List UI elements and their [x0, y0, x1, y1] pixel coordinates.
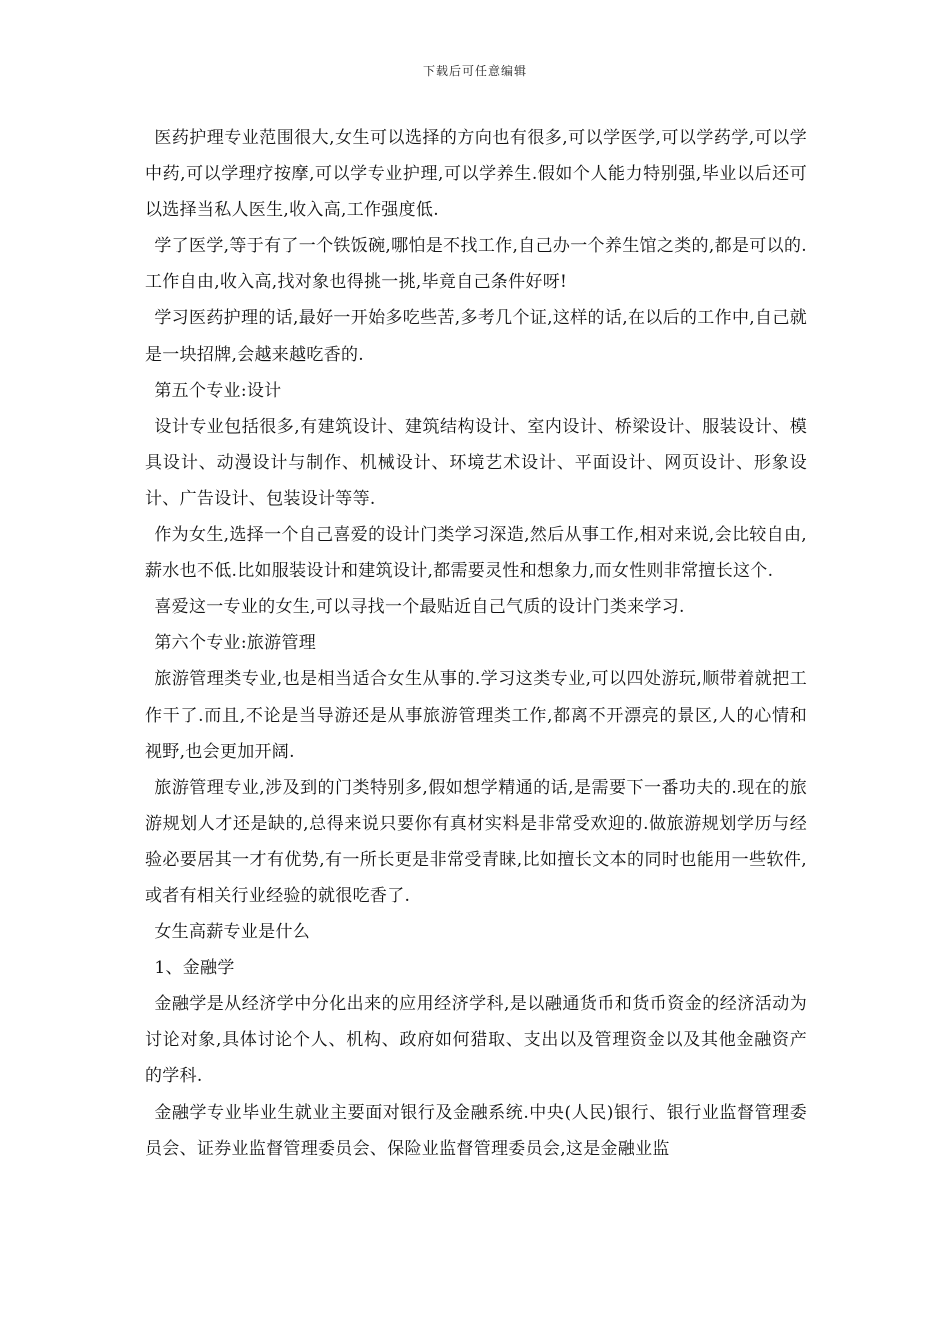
paragraph: 学了医学,等于有了一个铁饭碗,哪怕是不找工作,自己办一个养生馆之类的,都是可以的.工作自由,收入高,找对象也得挑一挑,毕竟自己条件好呀! [145, 236, 807, 293]
paragraph: 学习医药护理的话,最好一开始多吃些苦,多考几个证,这样的话,在以后的工作中,自己就是一块招牌,会越来越吃香的. [145, 308, 807, 365]
section-heading: 第五个专业:设计 [154, 380, 282, 401]
paragraph: 设计专业包括很多,有建筑设计、建筑结构设计、室内设计、桥梁设计、服装设计、模具设计、动漫设计与制作、机械设计、环境艺术设计、平面设计、网页设计、形象设计、广告设计、包装设计等等. [145, 416, 807, 509]
paragraph: 作为女生,选择一个自己喜爱的设计门类学习深造,然后从事工作,相对来说,会比较自由,薪水也不低.比如服装设计和建筑设计,都需要灵性和想象力,而女性则非常擅长这个. [145, 525, 807, 582]
paragraph: 旅游管理专业,涉及到的门类特别多,假如想学精通的话,是需要下一番功夫的.现在的旅游规划人才还是缺的,总得来说只要你有真材实料是非常受欢迎的.做旅游规划学历与经验必要居其一才有优势,有一所长更是非常受青睐,比如擅长文本的同时也能用一些软件,或者有相关行业经验的就很吃香了. [145, 777, 807, 906]
page-header: 下载后可任意编辑 [422, 64, 527, 78]
paragraph: 金融学专业毕业生就业主要面对银行及金融系统.中央(人民)银行、银行业监督管理委员会、证券业监督管理委员会、保险业监督管理委员会,这是金融业监 [145, 1102, 807, 1159]
paragraph: 金融学是从经济学中分化出来的应用经济学科,是以融通货币和货币资金的经济活动为讨论对象,具体讨论个人、机构、政府如何猎取、支出以及管理资金以及其他金融资产的学科. [145, 994, 807, 1087]
section-heading: 第六个专业:旅游管理 [154, 633, 317, 654]
paragraph: 医药护理专业范围很大,女生可以选择的方向也有很多,可以学医学,可以学药学,可以学中药,可以学理疗按摩,可以学专业护理,可以学养生.假如个人能力特别强,毕业以后还可以选择当私人医生,收入高,工作强度低. [145, 128, 807, 221]
paragraph: 喜爱这一专业的女生,可以寻找一个最贴近自己气质的设计门类来学习. [154, 597, 685, 618]
section-heading: 女生高薪专业是什么 [154, 922, 311, 943]
paragraph: 旅游管理类专业,也是相当适合女生从事的.学习这类专业,可以四处游玩,顺带着就把工作干了.而且,不论是当导游还是从事旅游管理类工作,都离不开漂亮的景区,人的心情和视野,也会更加开阔. [145, 669, 807, 762]
section-heading: 1、金融学 [154, 958, 235, 979]
document-body [145, 120, 807, 1167]
